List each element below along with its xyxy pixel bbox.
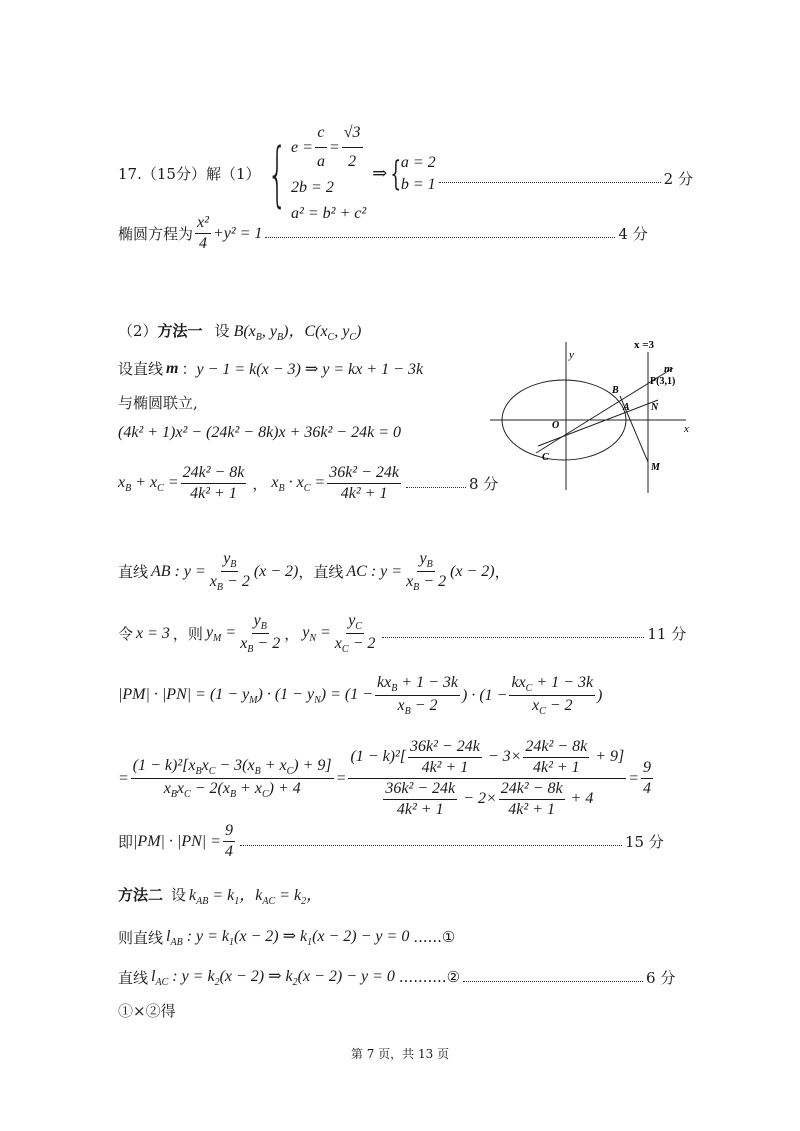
ellipse-equation-line (118, 214, 648, 253)
method2-setup: 设 (171, 886, 187, 904)
dot-leader (406, 479, 466, 488)
dot-leader (265, 229, 615, 238)
line2-prefix: 直线 (118, 968, 149, 987)
final-frac: $\frac{9}{4}$ (224, 822, 233, 860)
result-prefix: 即 (118, 833, 134, 851)
label-m: m (664, 363, 673, 375)
line1-prefix: 则直线 (118, 928, 164, 947)
method2-title: 方法二 (118, 886, 164, 904)
label-o: O (552, 420, 560, 431)
line-m-prefix: 设直线 (118, 360, 164, 378)
label-c: C (542, 452, 549, 463)
line-m: 设直线 m ： y − 1 = k(x − 3) ⇒ y = kx + 1 − 3k (118, 359, 424, 378)
dot-leader (439, 174, 661, 183)
method2-line2: 直线 $l_{AC}$ : $y = k_2(x - 2)$ ⇒ $k_2(x - 2) - y = 0$ ..........② 6 分 (118, 968, 676, 988)
line-m-name: m (166, 359, 179, 377)
system-eq-3: a² = b² + c² (291, 205, 367, 222)
marker-2: ..........② (398, 968, 461, 986)
part2-label: （2） (118, 322, 158, 340)
eccentricity-eq: e = $\frac{c}{a}$ = $\frac{√3}{2}$ (291, 120, 366, 175)
label-b: B (612, 385, 619, 396)
vieta-line: $x_B + x_C$ = $\frac{\text{24k² − 8k}}{\text{4k² + 1}}$ ， $x_B \cdot x_C$ = $\frac{\text{36k² − 24k}}{\text{4k² + 1}}$ 8 分 (118, 464, 499, 502)
sum-lhs: $x_B + x_C$ = (118, 473, 179, 494)
label-x: x (684, 423, 689, 435)
result-brace: { (390, 153, 402, 194)
result-a: a = 2 (400, 153, 436, 171)
ellipse-rest: +y² = 1 (212, 224, 263, 242)
problem-header: 17.（15分）解（1） (118, 165, 261, 183)
system-brace: { (266, 132, 287, 215)
implies-arrow: ⇒ (372, 163, 388, 184)
dot-leader (240, 837, 622, 846)
then-word: ，则 (172, 625, 203, 643)
lines-ab-ac: 直线 AB : y = $\frac{y_B}{x_B - 2}$ (x − 2) ，直线 AC : y = $\frac{y_B}{x_B - 2}$ (x − 2) ， (118, 550, 510, 593)
big-fraction-line: = $\frac{(1 - k)^2[x_Bx_C - 3(x_B + x_C) + 9]}{x_Bx_C - 2(x_B + x_C) + 4}$ = (1 − k)²[ $\frac{\text{36k² − 24k}}{\text{4k² + 1}}$ − 3× $\frac{\text{24k² − 8k}}{\text{4k² + 1}}$ + 9] $\frac{\text{36k² − 24k}}{\text{4k² + 1}}$ − 2× $\frac{\text{24k² − 8k}}{\text{4k² + 1}}$ + 4 = $\frac{9}{4}$ (118, 738, 652, 818)
result-line: 即 |PM| · |PN| = $\frac{9}{4}$ 15 分 (118, 822, 664, 860)
score-4: 11 分 (647, 625, 687, 643)
points-setup: $B(x_B$, $y_B$)，$C(x_C$, $y_C$) (233, 323, 362, 343)
system-eq-2: 2b = 2 (291, 179, 334, 196)
ellipse-frac: $\frac{\text{x²}}{4}$ (197, 214, 209, 252)
method2-header: 方法二 设 $k_{AB} = k_1$，$k_{AC} = k_2$， (118, 886, 323, 907)
let-x3-line: 令 x = 3 ，则 $y_M$ = $\frac{y_B}{x_B - 2}$ ， $y_N$ = $\frac{y_C}{x_C - 2}$ 11 分 (118, 612, 687, 655)
prod-frac: $\frac{\text{36k² − 24k}}{\text{4k² + 1}}$ (329, 464, 399, 502)
let-word: 令 (118, 625, 134, 643)
method2-line1: 则直线 $l_{AB}$ : $y = k_1(x - 2)$ ⇒ $k_1(x - 2) - y = 0$ ......① (118, 928, 456, 948)
label-a: A (623, 402, 630, 413)
dot-leader (463, 973, 643, 982)
prod-lhs: $x_B \cdot x_C$ = (271, 473, 326, 494)
method1-title: 方法一 (157, 322, 203, 340)
label-x3: x =3 (634, 339, 655, 351)
score-2: 4 分 (618, 225, 648, 243)
page-footer: 第 7 页，共 13 页 (350, 1047, 450, 1061)
ellipse-prefix: 椭圆方程为 (118, 225, 194, 243)
equation-system (291, 120, 366, 227)
ab-prefix: 直线 (118, 563, 149, 581)
method2-conclusion: ①×②得 (118, 1002, 176, 1020)
marker-1: ......① (413, 928, 456, 946)
setup-word: 设 (214, 322, 230, 340)
line-m-eq: y − 1 = k(x − 3) ⇒ y = kx + 1 − 3k (196, 360, 424, 378)
combine-line: 与椭圆联立, (118, 394, 198, 412)
part1-block (118, 120, 693, 227)
result-b: b = 1 (400, 175, 436, 193)
method1-header (118, 318, 361, 343)
score-3: 8 分 (469, 475, 499, 493)
result-system (401, 152, 436, 196)
label-m-point: M (651, 462, 660, 473)
label-n: N (651, 402, 659, 413)
dot-leader (382, 629, 644, 638)
quadratic-eq (118, 424, 401, 442)
pm-pn-product: $|PM| \cdot |PN| = (1 - y_M) \cdot (1 - y_N) = (1$ − $\frac{kx_B + 1 - 3k}{x_B - 2}$ ) · (1 − $\frac{kx_C + 1 - 3k}{x_C - 2}$ ) (118, 674, 603, 717)
score-1: 2 分 (663, 170, 693, 188)
ac-mid: ，直线 (298, 563, 344, 581)
label-y: y (569, 349, 574, 361)
quadratic-text: (4k² + 1)x² − (24k² − 8k)x + 36k² − 24k = 0 (118, 424, 401, 441)
sum-frac: $\frac{\text{24k² − 8k}}{\text{4k² + 1}}$ (182, 464, 245, 502)
score-5: 15 分 (624, 833, 664, 851)
label-p: P(3,1) (650, 376, 676, 387)
score-6: 6 分 (646, 968, 676, 987)
ellipse-figure (488, 338, 698, 498)
